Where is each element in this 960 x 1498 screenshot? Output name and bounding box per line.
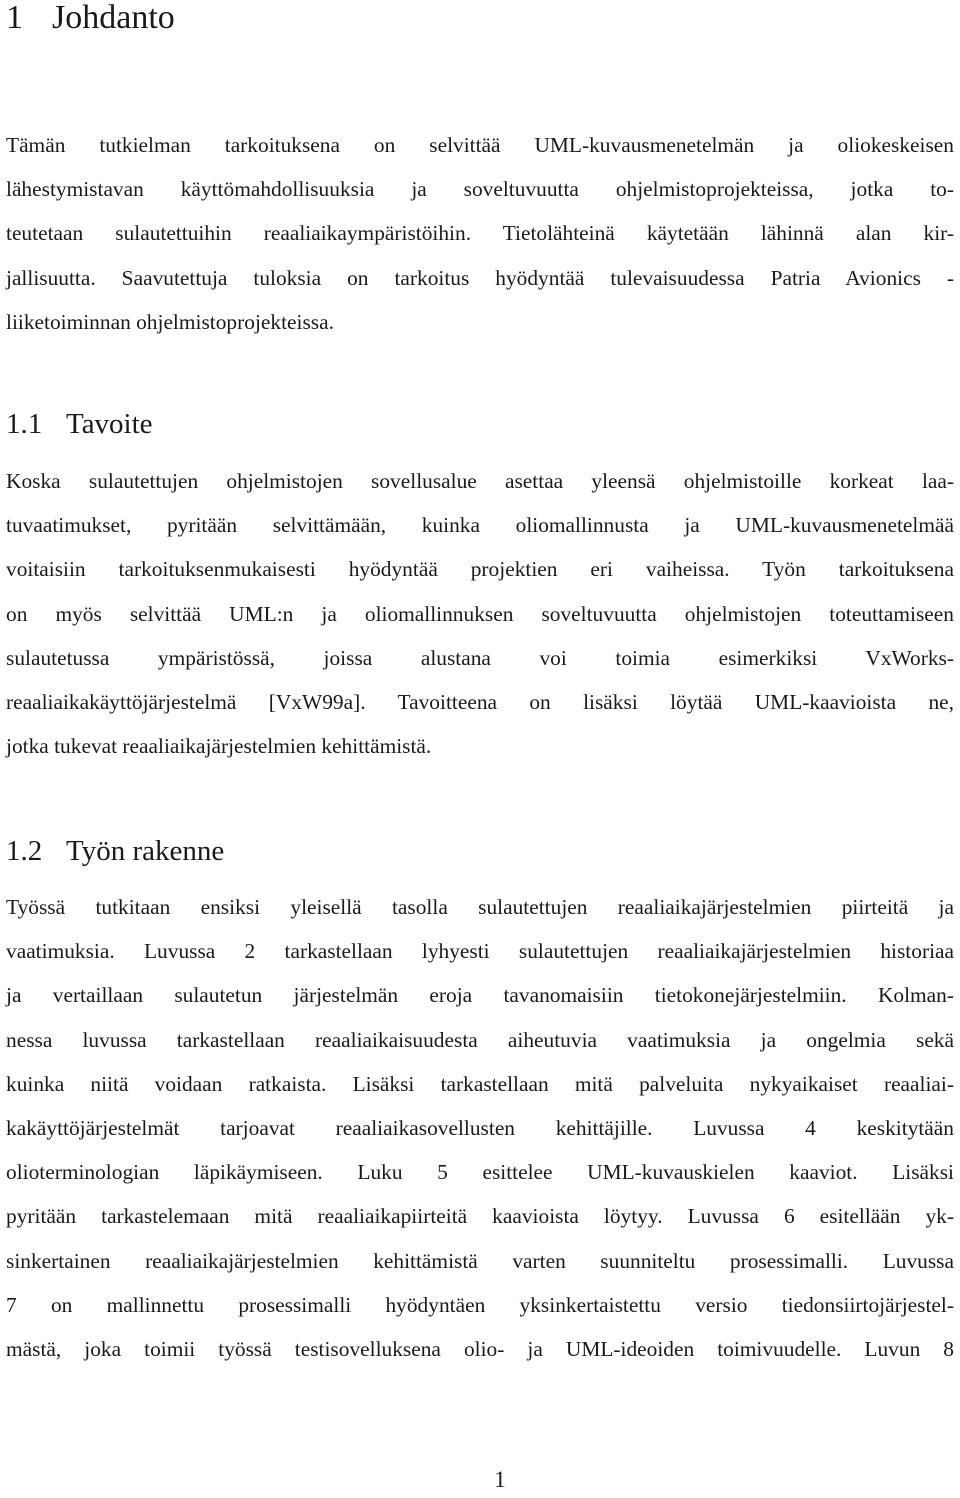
text-line: ja vertaillaan sulautetun järjestelmän eroja tavanomaisiin tietokonejärjestelmiin. Kolman- <box>6 983 954 1008</box>
text-line: mästä, joka toimii työssä testisovelluksena olio- ja UML-ideoiden toimivuudelle. Luvun 8 <box>6 1337 954 1362</box>
text-line: Tämän tutkielman tarkoituksena on selvittää UML-kuvausmenetelmän ja oliokeskeisen <box>6 133 954 157</box>
text-line: 7 on mallinnettu prosessimalli hyödyntäen yksinkertaistettu versio tiedonsiirtojärjestel- <box>6 1292 954 1317</box>
chapter-title: Johdanto <box>52 0 175 36</box>
text-line: tuvaatimukset, pyritään selvittämään, kuinka oliomallinnusta ja UML-kuvausmenetelmää <box>6 513 954 538</box>
text-line: lähestymistavan käyttömahdollisuuksia ja soveltuvuutta ohjelmistoprojekteissa, jotka to- <box>6 177 954 202</box>
text-line: on myös selvittää UML:n ja oliomallinnuksen soveltuvuutta ohjelmistojen toteuttamiseen <box>6 601 954 626</box>
text-line: voitaisiin tarkoituksenmukaisesti hyödyntää projektien eri vaiheissa. Työn tarkoituksena <box>6 557 954 582</box>
text-line: kakäyttöjärjestelmät tarjoavat reaaliaikasovellusten kehittäjille. Luvussa 4 keskitytään <box>6 1116 954 1141</box>
text-line: jotka tukevat reaaliaikajärjestelmien kehittämistä. <box>6 734 432 759</box>
text-line: sinkertainen reaaliaikajärjestelmien kehittämistä varten suunniteltu prosessimalli. Luvussa <box>6 1248 954 1273</box>
section-heading-1-2 <box>6 833 224 869</box>
text-line: Koska sulautettujen ohjelmistojen sovellusalue asettaa yleensä ohjelmistoille korkeat laa- <box>6 469 954 493</box>
text-line: jallisuutta. Saavutettuja tuloksia on tarkoitus hyödyntää tulevaisuudessa Patria Avionics - <box>6 265 954 290</box>
section-title: Työn rakenne <box>66 835 225 867</box>
text-line: kuinka niitä voidaan ratkaista. Lisäksi tarkastellaan mitä palveluita nykyaikaiset reaaliai- <box>6 1071 954 1096</box>
page-number: 1 <box>494 1467 506 1492</box>
text-line: Työssä tutkitaan ensiksi yleisellä tasolla sulautettujen reaaliaikajärjestelmien piirteitä ja <box>6 895 954 919</box>
section-title: Tavoite <box>66 408 153 440</box>
intro-paragraph <box>6 123 954 344</box>
chapter-heading <box>6 0 175 40</box>
section-number: 1.1 <box>6 408 43 440</box>
text-line: liiketoiminnan ohjelmistoprojekteissa. <box>6 309 334 334</box>
section-1-2-paragraph <box>6 885 954 1371</box>
section-heading-1-1 <box>6 406 153 442</box>
text-line: reaaliaikakäyttöjärjestelmä [VxW99a]. Tavoitteena on lisäksi löytää UML-kaavioista ne, <box>6 690 954 715</box>
text-line: nessa luvussa tarkastellaan reaaliaikaisuudesta aiheutuvia vaatimuksia ja ongelmia sekä <box>6 1027 954 1052</box>
text-line: teutetaan sulautettuihin reaaliaikaympäristöihin. Tietolähteinä käytetään lähinnä alan kir- <box>6 221 954 246</box>
text-line: vaatimuksia. Luvussa 2 tarkastellaan lyhyesti sulautettujen reaaliaikajärjestelmien historiaa <box>6 939 954 964</box>
text-line: pyritään tarkastelemaan mitä reaaliaikapiirteitä kaavioista löytyy. Luvussa 6 esitellään yk- <box>6 1204 954 1229</box>
section-1-1-paragraph <box>6 459 954 768</box>
text-line: sulautetussa ympäristössä, joissa alustana voi toimia esimerkiksi VxWorks- <box>6 645 954 670</box>
text-line: olioterminologian läpikäymiseen. Luku 5 esittelee UML-kuvauskielen kaaviot. Lisäksi <box>6 1160 954 1185</box>
chapter-number: 1 <box>6 0 23 36</box>
section-number: 1.2 <box>6 835 43 867</box>
